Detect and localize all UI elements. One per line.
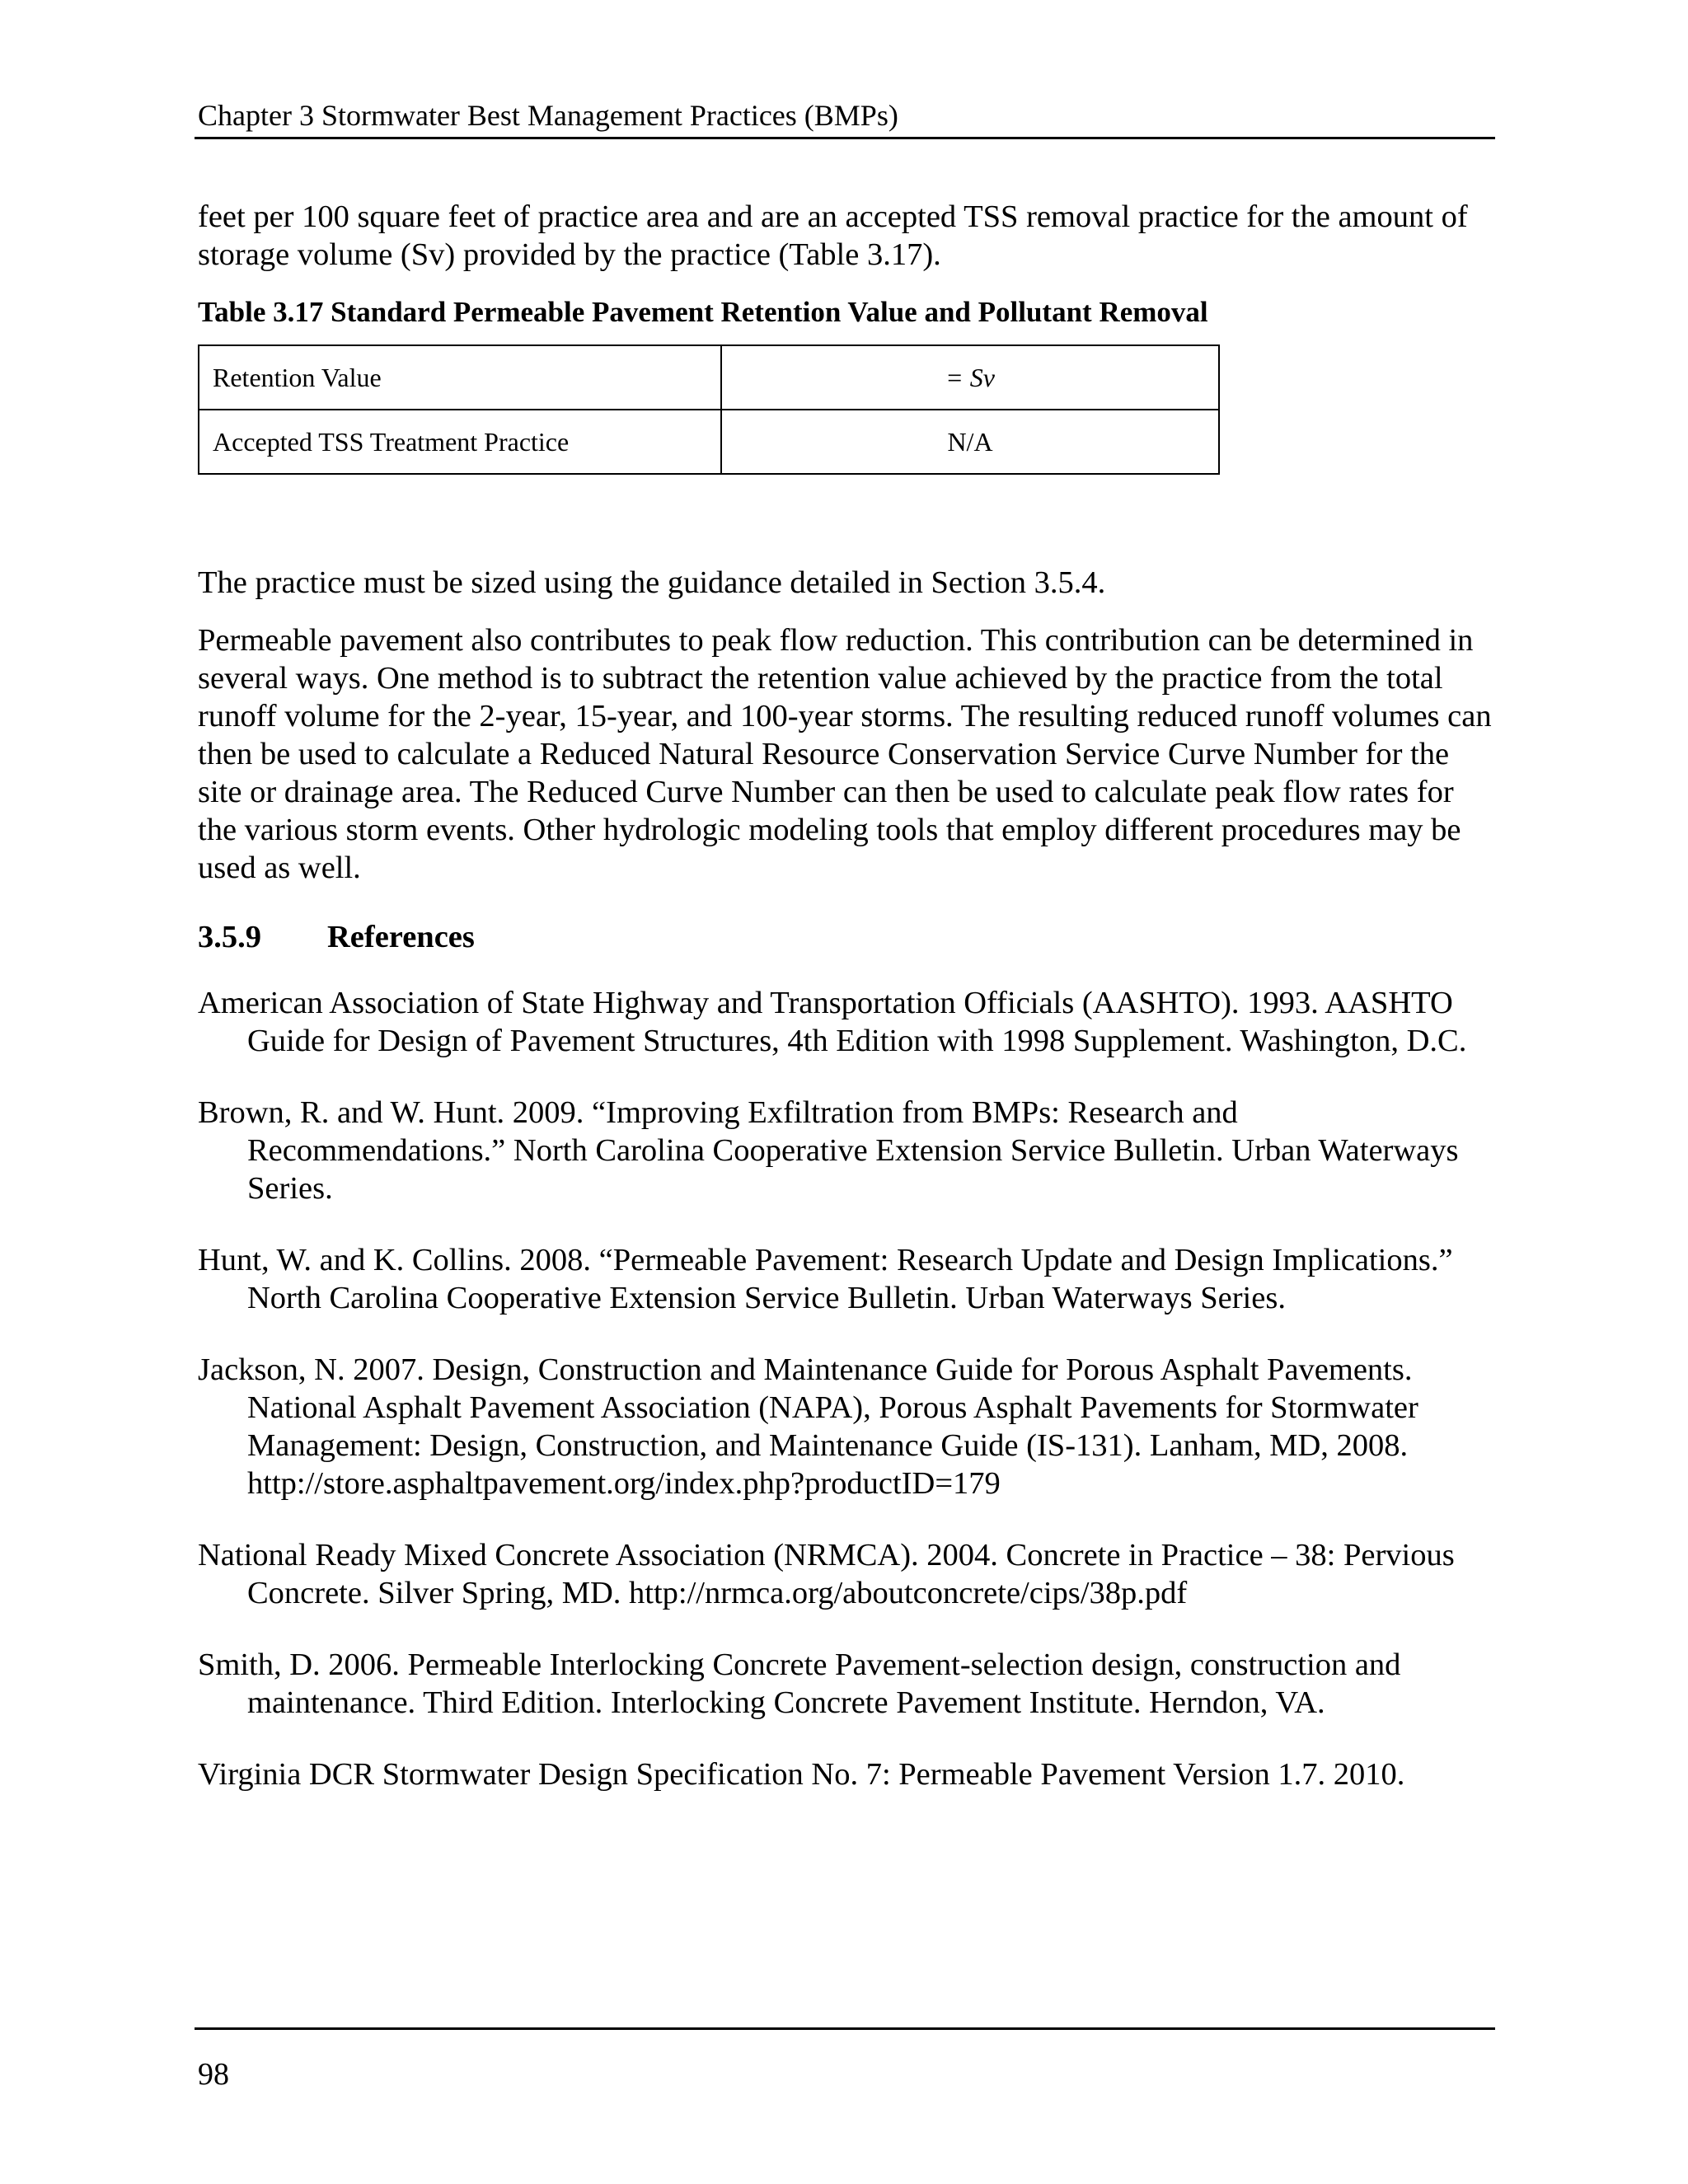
reference-item: Jackson, N. 2007. Design, Construction and Maintenance Guide for Porous Asphalt Pavements. National Asphalt Pavement Association (NAPA), Porous Asphalt Pavements for Stormwater Management: Design, Construction, and Maintenance Guide (IS-131). Lanham, MD, 2008. http://store.asphaltpavement.org/index.php?productID=179 bbox=[198, 1352, 1418, 1501]
table-caption: Table 3.17 Standard Permeable Pavement Retention Value and Pollutant Removal bbox=[198, 296, 1208, 328]
sizing-paragraph: The practice must be sized using the guidance detailed in Section 3.5.4. bbox=[198, 565, 1106, 600]
reference-item: Smith, D. 2006. Permeable Interlocking Concrete Pavement-selection design, construction and maintenance. Third Edition. Interlocking Concrete Pavement Institute. Herndon, VA. bbox=[198, 1647, 1401, 1720]
section-title: References bbox=[327, 920, 475, 954]
page-number: 98 bbox=[198, 2057, 229, 2092]
retention-table bbox=[198, 344, 1220, 475]
reference-item: Hunt, W. and K. Collins. 2008. “Permeable Pavement: Research Update and Design Implications.” North Carolina Cooperative Extension Service Bulletin. Urban Waterways Series. bbox=[198, 1243, 1453, 1315]
table-cell-label: Retention Value bbox=[199, 345, 721, 410]
footer-rule bbox=[195, 2027, 1495, 2030]
reference-item: American Association of State Highway and Transportation Officials (AASHTO). 1993. AASHTO Guide for Design of Pavement Structures, 4th Edition with 1998 Supplement. Washington, D.C. bbox=[198, 986, 1467, 1058]
reference-item: National Ready Mixed Concrete Association (NRMCA). 2004. Concrete in Practice – 38: Pervious Concrete. Silver Spring, MD. http://nrmca.org/aboutconcrete/cips/38p.pdf bbox=[198, 1538, 1455, 1610]
reference-item: Brown, R. and W. Hunt. 2009. “Improving Exfiltration from BMPs: Research and Recommendations.” North Carolina Cooperative Extension Service Bulletin. Urban Waterways Series. bbox=[198, 1095, 1459, 1206]
table-cell-value: N/A bbox=[721, 410, 1219, 474]
table-cell-label: Accepted TSS Treatment Practice bbox=[199, 410, 721, 474]
section-number: 3.5.9 bbox=[198, 920, 261, 954]
page-content bbox=[198, 198, 1497, 1827]
table-cell-value: = Sv bbox=[721, 345, 1219, 410]
table-row bbox=[199, 345, 1219, 410]
section-heading bbox=[198, 918, 1497, 956]
reference-list bbox=[198, 984, 1497, 1793]
header-rule bbox=[195, 137, 1495, 139]
peak-flow-paragraph: Permeable pavement also contributes to peak flow reduction. This contribution can be determined in several ways. One method is to subtract the retention value achieved by the practice from the total runoff volume for the 2-year, 15-year, and 100-year storms. The resulting reduced runoff volumes can then be used to calculate a Reduced Natural Resource Conservation Service Curve Number for the site or drainage area. The Reduced Curve Number can then be used to calculate peak flow rates for the various storm events. Other hydrologic modeling tools that employ different procedures may be used as well. bbox=[198, 623, 1492, 885]
running-head: Chapter 3 Stormwater Best Management Practices (BMPs) bbox=[198, 99, 898, 132]
intro-paragraph: feet per 100 square feet of practice area and are an accepted TSS removal practice for the amount of storage volume (Sv) provided by the practice (Table 3.17). bbox=[198, 199, 1468, 272]
reference-item: Virginia DCR Stormwater Design Specification No. 7: Permeable Pavement Version 1.7. 2010. bbox=[198, 1757, 1405, 1792]
table-row bbox=[199, 410, 1219, 474]
